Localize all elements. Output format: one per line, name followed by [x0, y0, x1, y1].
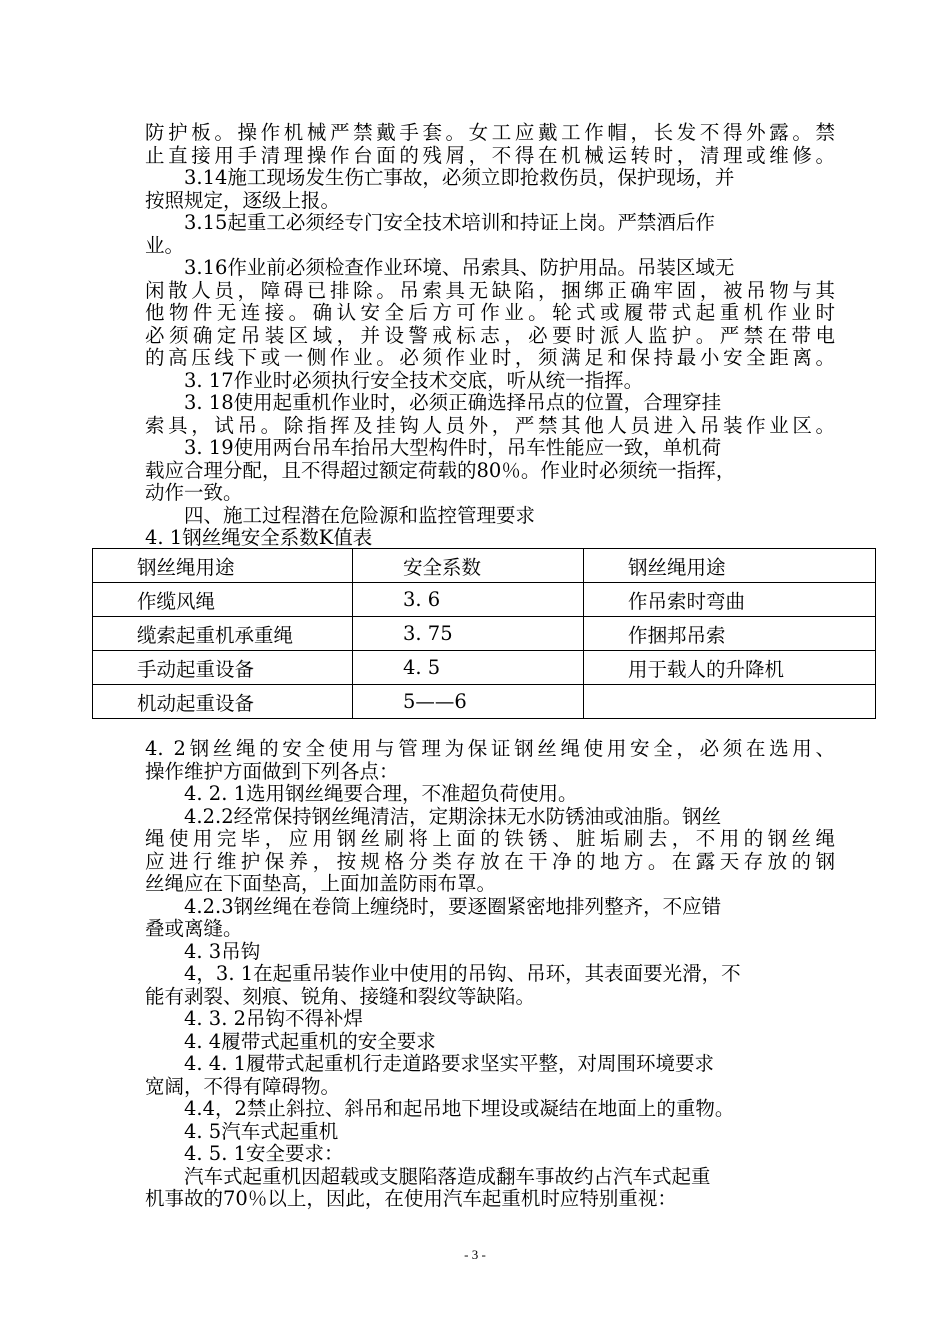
table-cell: 缆索起重机承重绳 [93, 617, 353, 651]
text-line: 4. 2. 1选用钢丝绳要合理，不准超负荷使用。 [184, 783, 578, 805]
table-cell: 3. 75 [353, 617, 584, 651]
text-line: 3. 17作业时必须执行安全技术交底，听从统一指挥。 [184, 369, 644, 392]
section-heading: 4. 3吊钩 [184, 940, 261, 963]
text-line: 4，3. 1在起重吊装作业中使用的吊钩、吊环，其表面要光滑，不 [184, 963, 741, 985]
text-line: 防护板。操作机械严禁戴手套。女工应戴工作帽，长发不得外露。禁 [145, 122, 835, 144]
text-line: 4.4，2禁止斜拉、斜吊和起吊地下埋设或凝结在地面上的重物。 [184, 1098, 735, 1120]
text-line: 丝绳应在下面垫高，上面加盖防雨布罩。 [145, 873, 497, 895]
text-line: 叠或离缝。 [145, 918, 243, 940]
page-number: - 3 - [464, 1247, 486, 1262]
text-line: 动作一致。 [145, 482, 243, 504]
table-cell: 作捆邦吊索 [584, 617, 876, 651]
table-cell: 钢丝绳用途 [584, 549, 876, 583]
text-line: 4. 3. 2吊钩不得补焊 [184, 1008, 364, 1030]
text-line: 4. 4. 1履带式起重机行走道路要求坚实平整，对周围环境要求 [184, 1053, 715, 1075]
text-line: 业。 [145, 234, 185, 257]
table-row [93, 549, 876, 583]
text-line: 载应合理分配，且不得超过额定荷载的80％。作业时必须统一指挥， [145, 459, 736, 482]
safety-factor-table [92, 548, 876, 719]
table-cell [584, 685, 876, 719]
section-heading: 4. 4履带式起重机的安全要求 [184, 1030, 436, 1053]
text-line: 4. 2钢丝绳的安全使用与管理为保证钢丝绳使用安全，必须在选用、 [145, 738, 835, 760]
table-cell: 5——6 [353, 685, 584, 719]
text-line: 4.2.3钢丝绳在卷筒上缠绕时，要逐圈紧密地排列整齐，不应错 [184, 895, 722, 918]
table-row [93, 651, 876, 685]
text-line: 3.15起重工必须经专门安全技术培训和持证上岗。严禁酒后作 [184, 212, 715, 234]
text-line: 机事故的70％以上，因此，在使用汽车起重机时应特别重视： [145, 1188, 677, 1210]
table-cell: 手动起重设备 [93, 651, 353, 685]
table-row [93, 617, 876, 651]
text-line: 他物件无连接。确认安全后方可作业。轮式或履带式起重机作业时 [145, 302, 835, 324]
text-line: 闲散人员，障碍已排除。吊索具无缺陷，捆绑正确牢固，被吊物与其 [145, 279, 835, 302]
table-cell: 钢丝绳用途 [93, 549, 353, 583]
text-block-upper [145, 122, 835, 550]
text-line: 止直接用手清理操作台面的残屑，不得在机械运转时，清理或维修。 [145, 144, 835, 167]
table-cell: 安全系数 [353, 549, 584, 583]
table-cell: 用于载人的升降机 [584, 651, 876, 685]
text-line: 能有剥裂、刻痕、锐角、接缝和裂纹等缺陷。 [145, 985, 536, 1008]
text-block-lower [145, 738, 835, 1211]
section-heading: 四、施工过程潜在危险源和监控管理要求 [184, 504, 536, 527]
text-line: 汽车式起重机因超载或支腿陷落造成翻车事故约占汽车式起重 [184, 1165, 711, 1188]
text-line: 4.2.2经常保持钢丝绳清洁，定期涂抹无水防锈油或油脂。钢丝 [184, 805, 722, 828]
text-line: 应进行维护保养，按规格分类存放在干净的地方。在露天存放的钢 [145, 850, 835, 873]
text-line: 宽阔，不得有障碍物。 [145, 1075, 341, 1098]
text-line: 必须确定吊装区域，并设警戒标志，必要时派人监护。严禁在带电 [145, 324, 835, 347]
text-line: 的高压线下或一侧作业。必须作业时，须满足和保持最小安全距离。 [145, 347, 835, 369]
section-heading: 4. 5汽车式起重机 [184, 1120, 339, 1143]
text-line: 操作维护方面做到下列各点： [145, 760, 399, 783]
text-line: 索具，试吊。除指挥及挂钩人员外，严禁其他人员进入吊装作业区。 [145, 414, 835, 437]
text-line: 3.16作业前必须检查作业环境、吊索具、防护用品。吊装区域无 [184, 257, 735, 279]
table-row [93, 685, 876, 719]
table-cell: 作缆风绳 [93, 583, 353, 617]
table-cell: 4. 5 [353, 651, 584, 685]
text-line: 4. 5. 1安全要求： [184, 1143, 344, 1165]
text-line: 按照规定，逐级上报。 [145, 189, 341, 212]
table-row [93, 583, 876, 617]
text-line: 3.14施工现场发生伤亡事故，必须立即抢救伤员，保护现场，并 [184, 167, 735, 189]
table-cell: 机动起重设备 [93, 685, 353, 719]
text-line: 绳使用完毕，应用钢丝刷将上面的铁锈、脏垢刷去，不用的钢丝绳 [145, 828, 835, 850]
text-line: 3. 19使用两台吊车抬吊大型构件时，吊车性能应一致，单机荷 [184, 437, 722, 459]
table-caption: 4. 1钢丝绳安全系数K值表 [145, 527, 373, 549]
table-cell: 作吊索时弯曲 [584, 583, 876, 617]
text-line: 3. 18使用起重机作业时，必须正确选择吊点的位置，合理穿挂 [184, 392, 722, 414]
table-cell: 3. 6 [353, 583, 584, 617]
